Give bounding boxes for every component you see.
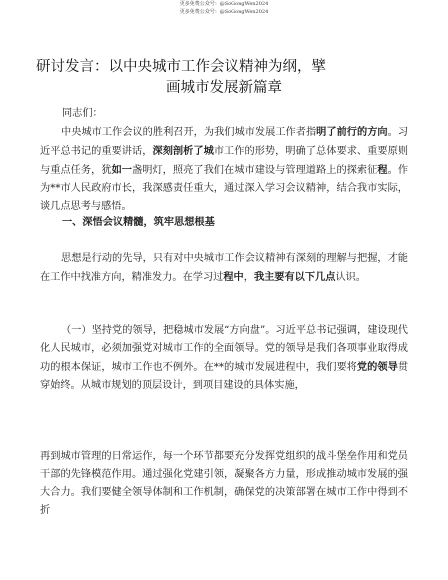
text-run: ，	[243, 272, 254, 283]
text-run: 盏明灯，照亮了我们在城市建设与管理道路上的探索征	[132, 165, 378, 176]
heading-run: ，筑牢思想根基	[143, 216, 215, 228]
bold-text-run: 程中	[223, 271, 244, 283]
document-title-line-2: 画城市发展新篇章	[166, 80, 282, 96]
paragraph-party-leadership	[40, 322, 408, 395]
heading-run: 精髓	[123, 216, 144, 228]
bold-text-run: 深刻剖析了城	[152, 145, 214, 157]
paragraph-city-management: 再到城市管理的日常运作，每一个环节都要充分发挥党组织的战斗堡垒作用和党员干部的先锋模范作用。通过强化党建引领，凝聚各方力量，形成推动城市发展的强大合力。我们要健全领导体制和工作机制，确保党的决策部署在城市工作中得到不折	[40, 451, 408, 516]
text-run: 市工作的形势，明确了总体要求、重要原则与重点任务，犹	[40, 146, 409, 176]
text-run: （一）坚持党的领导，把稳城市发展“方向盘”。习近平总书记强调，建设现代化人民城市，必须加强党对城市工作的全面领导。党的领导是我们各项事业取得成功的根本保证，城市工作也不例外。在**的城市发展进程中，我们要将	[40, 325, 408, 373]
text-run: 认识。	[335, 272, 366, 283]
text-run: 。习近平总书记的重要讲话，	[40, 127, 409, 157]
heading-run: 一、深悟会议	[62, 216, 124, 228]
document-title-line-1: 研讨发言：以中央城市工作会议精神为纲，擘	[36, 59, 326, 75]
greeting: 同志们：	[62, 108, 103, 119]
bold-text-run: 党的领导	[356, 361, 398, 373]
section-heading	[62, 213, 430, 231]
bold-text-run: 如一	[111, 164, 133, 176]
bold-text-run: 我主要有以下几点	[253, 271, 336, 283]
watermark-line: 更多免费公众号：@SoGongWen2024	[179, 9, 269, 15]
paragraph-thinking	[40, 250, 408, 287]
text-run: 。作为**市人民政府市长，我深感责任重大，通过深入学习会议精神，结合我市实际，谈几点思考与感悟。	[40, 165, 409, 212]
text-run: 贯穿始终。从城市规划的顶层设计，到项目建设的具体实施，	[40, 362, 409, 391]
bold-text-run: 程	[377, 164, 388, 176]
watermark-line: 更多免费公众号：@SoGongWen2024	[179, 1, 269, 7]
text-run: 思想是行动的先导，只有对中央城市工作会议精神有深刻的理解与把握，才能在工作中找准方向，精准发力。在学习过	[40, 253, 408, 283]
paragraph-intro	[40, 123, 408, 216]
bold-text-run: 明了前行的方向	[316, 126, 388, 138]
text-run: 中央城市工作会议的胜利召开，为我们城市发展工作者指	[61, 127, 317, 138]
